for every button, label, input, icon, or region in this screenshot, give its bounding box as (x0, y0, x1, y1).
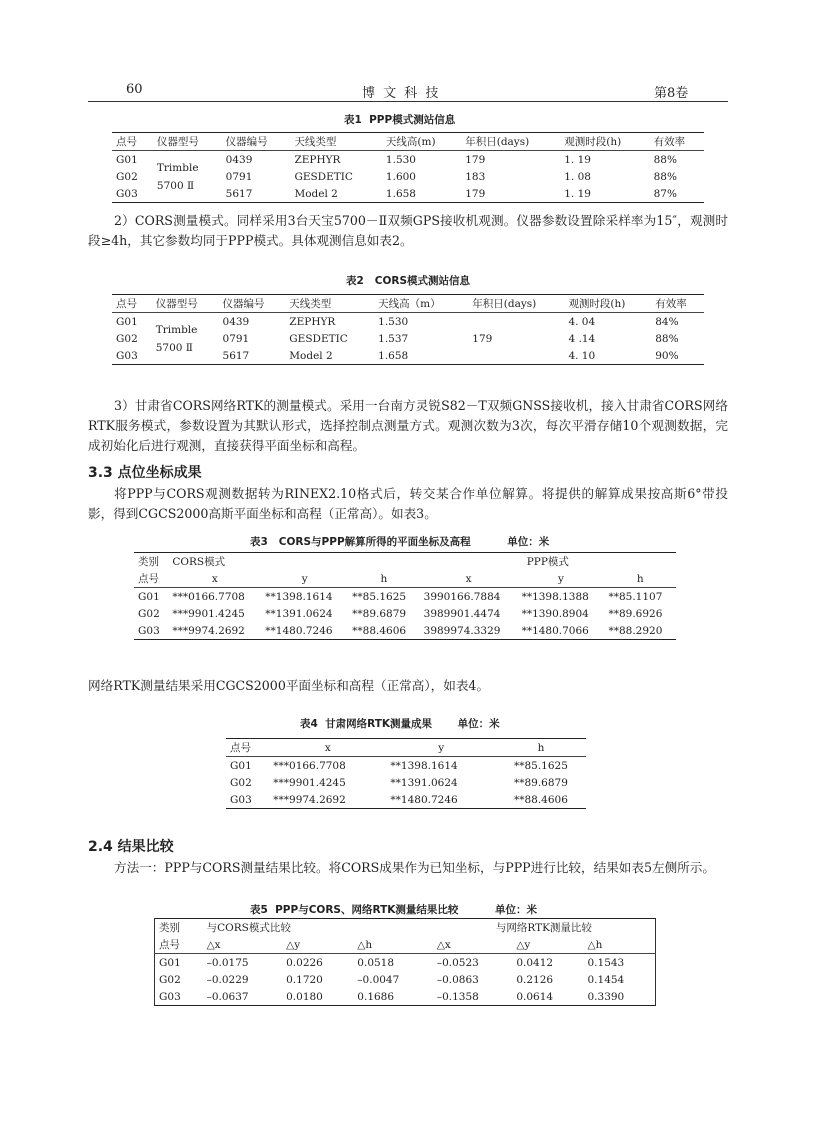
table-cell: 1.658 (385, 187, 416, 200)
instrument-line: 5700 Ⅱ (155, 341, 193, 354)
table-cell: **85.1625 (352, 590, 407, 603)
column-header: △x (436, 938, 451, 951)
table-cell: –0.0523 (436, 956, 479, 969)
table-row (134, 622, 676, 640)
table-cell: 5617 (222, 349, 250, 362)
table-cell: –0.1358 (436, 990, 479, 1003)
table1 (112, 132, 704, 203)
table-cell: G02 (116, 332, 138, 345)
table-cell: ***9974.2692 (172, 624, 245, 637)
doy-cell: 179 (472, 332, 493, 345)
table1-header: 年积日(days) (465, 136, 530, 148)
column-header: h (380, 572, 388, 585)
table-row (155, 954, 656, 972)
table-cell: 1. 19 (564, 187, 591, 200)
table4-header: 点号 (230, 742, 251, 754)
table-cell: **85.1107 (608, 590, 663, 603)
table2-header: 观测时段(h) (568, 298, 626, 310)
table-cell: **89.6879 (513, 776, 568, 789)
table-cell: **88.4606 (513, 793, 568, 806)
column-header: △h (587, 938, 603, 951)
table-cell: 88% (655, 332, 679, 345)
table-cell: 84% (655, 315, 679, 328)
table-cell: G03 (159, 990, 181, 1003)
table2-header: 天线类型 (289, 298, 332, 310)
table-cell: **1391.0624 (265, 607, 333, 620)
table1-header: 观测时段(h) (564, 136, 622, 148)
paragraph: 方法一：PPP与CORS测量结果比较。将CORS成果作为已知坐标，与PPP进行比较，结果如表5左侧所示。 (114, 860, 715, 875)
table-cell: 1.658 (378, 349, 409, 362)
table-cell: **1391.0624 (390, 776, 458, 789)
table-cell: 90% (655, 349, 679, 362)
table-cell: 3990166.7884 (423, 590, 501, 603)
table1-header: 天线类型 (294, 136, 337, 148)
category-label: 点号 (138, 573, 159, 585)
table-cell: 4. 10 (568, 349, 596, 362)
table-cell: 0791 (222, 332, 250, 345)
table-cell: **88.4606 (352, 624, 407, 637)
table-cell: 0.1686 (357, 990, 395, 1003)
column-header: x (465, 572, 472, 585)
table-cell: 87% (653, 187, 677, 200)
column-header: y (301, 572, 308, 585)
table-cell: 1. 19 (564, 153, 591, 166)
column-header: △x (206, 938, 221, 951)
table-cell: ZEPHYR (289, 315, 336, 328)
table-cell: 3989974.3329 (423, 624, 501, 637)
table-cell: G02 (116, 170, 138, 183)
table-cell: ***9974.2692 (273, 793, 346, 806)
table1-caption: 表1 PPP模式测站信息 (344, 114, 456, 126)
group-header: 与网络RTK测量比较 (495, 922, 592, 934)
column-header: △y (516, 938, 531, 951)
table-cell: ***9901.4245 (273, 776, 346, 789)
table4-header: h (537, 741, 545, 754)
table-cell: G01 (159, 956, 181, 969)
column-header: y (558, 572, 564, 585)
table-cell: 179 (465, 187, 486, 200)
category-label: 点号 (159, 939, 180, 951)
table5 (154, 918, 656, 1006)
table-cell: 0.0518 (357, 956, 395, 969)
table-cell: **1390.8904 (521, 607, 589, 620)
table2 (112, 294, 704, 365)
table-cell: 0.2126 (516, 973, 554, 986)
table-cell: 1.530 (385, 153, 416, 166)
table-cell: G01 (116, 153, 138, 166)
table-cell: 88% (653, 170, 677, 183)
table-cell: 0.1543 (587, 956, 625, 969)
table-cell: ***0166.7708 (172, 590, 245, 603)
table-cell: **1480.7066 (521, 624, 589, 637)
table-cell: 0.0180 (286, 990, 323, 1003)
table-cell: 0439 (225, 153, 253, 166)
table-row (112, 313, 704, 331)
table-cell: **1398.1614 (390, 759, 458, 772)
table-cell: **1398.1388 (521, 590, 589, 603)
table-cell: G03 (116, 349, 138, 362)
table-cell: 4. 04 (568, 315, 596, 328)
table-cell: 0.1720 (286, 973, 323, 986)
instrument-line: Trimble (156, 161, 199, 174)
table-cell: G02 (230, 776, 252, 789)
table-row (134, 605, 676, 622)
table2-header: 仪器编号 (222, 298, 265, 310)
instrument-cell (153, 151, 222, 203)
volume-label: 第8卷 (654, 86, 689, 101)
table-cell: –0.0229 (206, 973, 249, 986)
table-cell: **1480.7246 (390, 793, 458, 806)
group-header: 与CORS模式比较 (206, 922, 291, 934)
table-cell: –0.0863 (436, 973, 479, 986)
table-cell: GESDETIC (294, 170, 353, 183)
table2-header: 年积日(days) (472, 298, 537, 310)
table1-header: 点号 (116, 136, 137, 148)
paragraph: 2）CORS测量模式。同样采用3台天宝5700－Ⅱ双频GPS接收机观测。仪器参数设置除采样率为15″，观测时段≥4h，其它参数均同于PPP模式。具体观测信息如表2。 (88, 213, 728, 248)
table-cell: Model 2 (294, 187, 338, 200)
table-cell: G01 (116, 315, 138, 328)
table-cell: **89.6926 (608, 607, 663, 620)
table-cell: –0.0637 (206, 990, 249, 1003)
table-cell: 0.0412 (516, 956, 554, 969)
table-cell: G01 (138, 590, 160, 603)
table-cell: **85.1625 (513, 759, 568, 772)
table-cell: G02 (159, 973, 181, 986)
table-cell: 3989901.4474 (423, 607, 501, 620)
table4-header: x (324, 741, 331, 754)
table-cell: G02 (138, 607, 160, 620)
instrument-line: Trimble (155, 323, 198, 336)
table-cell: 5617 (225, 187, 253, 200)
group-header: CORS模式 (172, 556, 226, 568)
table-cell: 1.537 (378, 332, 409, 345)
table-row (155, 971, 656, 988)
journal-title: 博 文 科 技 (362, 86, 441, 101)
table1-header: 仪器编号 (225, 136, 268, 148)
table-cell: GESDETIC (289, 332, 348, 345)
table-row (112, 151, 704, 169)
table-cell: 0.3390 (587, 990, 625, 1003)
table2-caption: 表2 CORS模式测站信息 (346, 275, 471, 287)
table4-caption: 表4 甘肃网络RTK测量成果 单位：米 (300, 718, 500, 730)
table-cell: **1398.1614 (265, 590, 333, 603)
section-heading: 3.3 点位坐标成果 (88, 465, 202, 481)
table-cell: ***0166.7708 (273, 759, 346, 772)
table-cell: Model 2 (289, 349, 333, 362)
table-cell: 183 (465, 170, 486, 183)
table4 (226, 738, 586, 809)
instrument-line: 5700 Ⅱ (156, 179, 195, 192)
table-cell: 4 .14 (568, 332, 596, 345)
table-cell: G03 (230, 793, 252, 806)
table-cell: 0791 (225, 170, 253, 183)
column-header: x (211, 572, 218, 585)
table4-header: y (438, 741, 445, 754)
page-number: 60 (126, 82, 143, 97)
instrument-cell (152, 313, 219, 365)
table-row (155, 988, 656, 1006)
group-header: PPP模式 (526, 556, 569, 568)
table2-header: 天线高（m） (378, 298, 441, 310)
table-cell: 0.0226 (286, 956, 323, 969)
table-cell: G03 (138, 624, 160, 637)
paragraph: 3）甘肃省CORS网络RTK的测量模式。采用一台南方灵锐S82－T双频GNSS接收机，接入甘肃省CORS网络RTK服务模式，参数设置为其默认形式，选择控制点测量方式。观测次数为3次，每次平滑存储10个观测数据，完成初始化后进行观测，直接获得平面坐标和高程。 (88, 398, 728, 453)
table2-header: 仪器型号 (155, 298, 198, 310)
table-cell: 1.530 (378, 315, 409, 328)
column-header: h (636, 572, 644, 585)
column-header: △y (286, 938, 301, 951)
table-cell: –0.0047 (357, 973, 400, 986)
table2-header: 点号 (116, 298, 137, 310)
column-header: △h (357, 938, 373, 951)
table-cell: **89.6879 (352, 607, 407, 620)
table-cell: 0439 (222, 315, 250, 328)
paragraph: 将PPP与CORS观测数据转为RINEX2.10格式后，转交某合作单位解算。将提供的解算成果按高斯6°带投影，得到CGCS2000高斯平面坐标和高程（正常高）。如表3。 (88, 486, 728, 521)
category-label: 类别 (159, 922, 180, 934)
table-cell: 0.1454 (587, 973, 625, 986)
table-cell: 179 (465, 153, 486, 166)
table-cell: 0.0614 (516, 990, 554, 1003)
table-cell: ZEPHYR (294, 153, 341, 166)
table-row (226, 774, 586, 791)
table-cell: –0.0175 (206, 956, 249, 969)
table-cell: 1. 08 (564, 170, 591, 183)
paragraph: 网络RTK测量结果采用CGCS2000平面坐标和高程（正常高），如表4。 (88, 678, 490, 693)
table1-header: 仪器型号 (156, 136, 199, 148)
table-cell: ***9901.4245 (172, 607, 245, 620)
table-cell: 1.600 (385, 170, 416, 183)
section-heading: 2.4 结果比较 (88, 839, 174, 855)
table-row (226, 791, 586, 809)
table-row (134, 588, 676, 606)
table3-caption: 表3 CORS与PPP解算所得的平面坐标及高程 单位：米 (250, 536, 550, 548)
table5-caption: 表5 PPP与CORS、网络RTK测量结果比较 单位：米 (250, 904, 537, 916)
table-cell: **1480.7246 (265, 624, 333, 637)
table-cell: 88% (653, 153, 677, 166)
table-row (226, 757, 586, 775)
table1-header: 有效率 (653, 136, 686, 148)
table-cell: **88.2920 (608, 624, 663, 637)
table-cell: G03 (116, 187, 138, 200)
table-cell: G01 (230, 759, 252, 772)
category-label: 类别 (138, 556, 159, 568)
table1-header: 天线高(m) (385, 136, 436, 148)
table2-header: 有效率 (655, 298, 687, 310)
table3 (134, 552, 676, 640)
header-rule (88, 101, 728, 102)
